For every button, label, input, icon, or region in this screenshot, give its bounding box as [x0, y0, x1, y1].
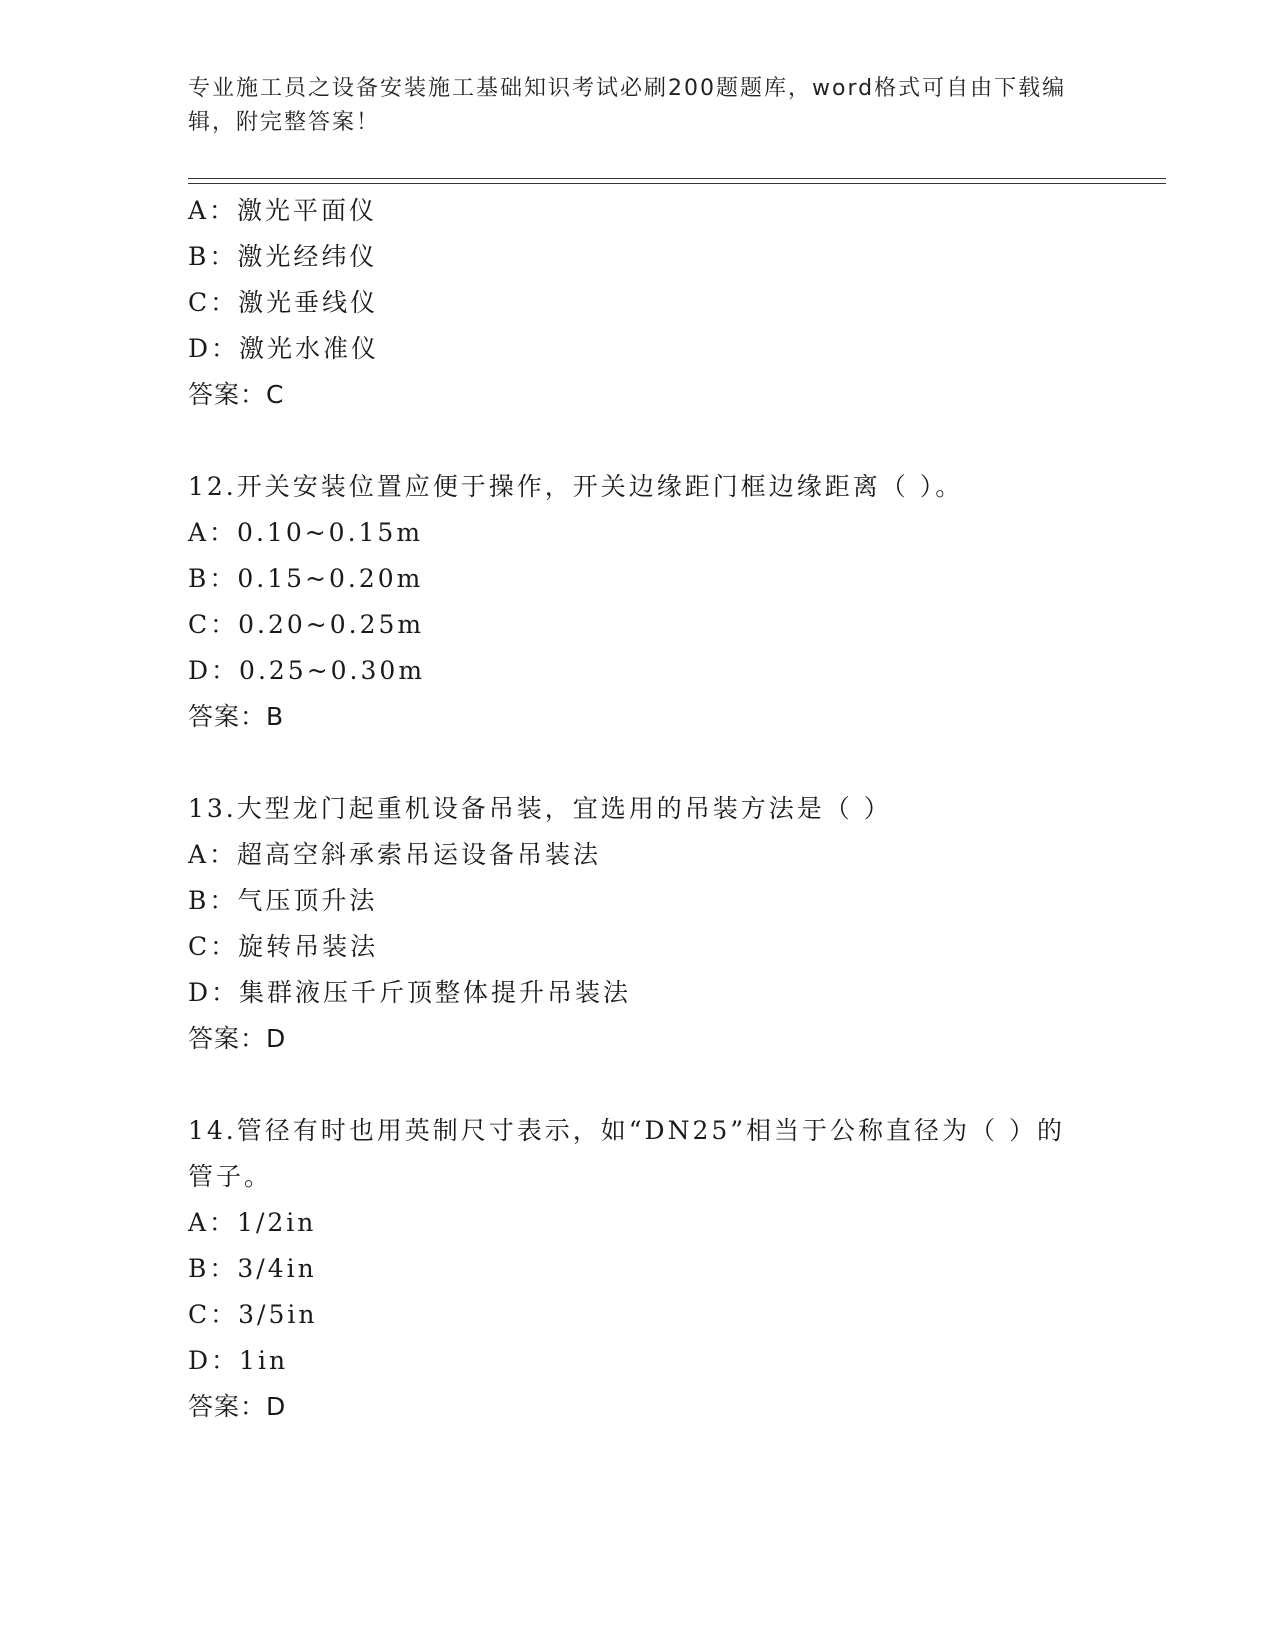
answer-line: 答案：B — [188, 702, 285, 731]
option-d: D：0.25~0.30m — [188, 656, 426, 685]
question-14-block — [188, 1108, 1088, 1430]
answer-line: 答案：D — [188, 1392, 287, 1421]
spacer — [188, 1062, 1088, 1108]
prev-question-block — [188, 188, 1088, 418]
option-b: B：气压顶升法 — [188, 886, 378, 915]
option-a: A：0.10~0.15m — [188, 518, 424, 547]
answer-line: 答案：D — [188, 1024, 287, 1053]
answer-line: 答案：C — [188, 380, 285, 409]
option-a: A：1/2in — [188, 1208, 317, 1237]
question-stem: 12.开关安装位置应便于操作，开关边缘距门框边缘距离（ ）。 — [188, 472, 964, 501]
option-c: C：激光垂线仪 — [188, 288, 379, 317]
spacer — [188, 418, 1088, 464]
option-b: B：3/4in — [188, 1254, 317, 1283]
header-divider-top — [188, 178, 1166, 179]
question-12-block — [188, 464, 1088, 740]
spacer — [188, 740, 1088, 786]
option-c: C：旋转吊装法 — [188, 932, 379, 961]
option-b: B：激光经纬仪 — [188, 242, 378, 271]
document-header-title: 专业施工员之设备安装施工基础知识考试必刷200题题库，word格式可自由下载编辑，附完整答案！ — [188, 76, 1067, 135]
header-divider-bottom — [188, 183, 1166, 184]
option-d: D：集群液压千斤顶整体提升吊装法 — [188, 978, 632, 1007]
option-a: A：激光平面仪 — [188, 196, 378, 225]
question-13-block — [188, 786, 1088, 1062]
option-c: C：0.20~0.25m — [188, 610, 425, 639]
option-a: A：超高空斜承索吊运设备吊装法 — [188, 840, 602, 869]
option-c: C：3/5in — [188, 1300, 318, 1329]
question-list — [188, 188, 1088, 1430]
option-d: D：1in — [188, 1346, 289, 1375]
question-stem: 13.大型龙门起重机设备吊装，宜选用的吊装方法是（ ） — [188, 794, 892, 823]
question-stem: 14.管径有时也用英制尺寸表示，如“DN25”相当于公称直径为（ ）的管子。 — [188, 1116, 1065, 1191]
option-b: B：0.15~0.20m — [188, 564, 424, 593]
option-d: D：激光水准仪 — [188, 334, 380, 363]
